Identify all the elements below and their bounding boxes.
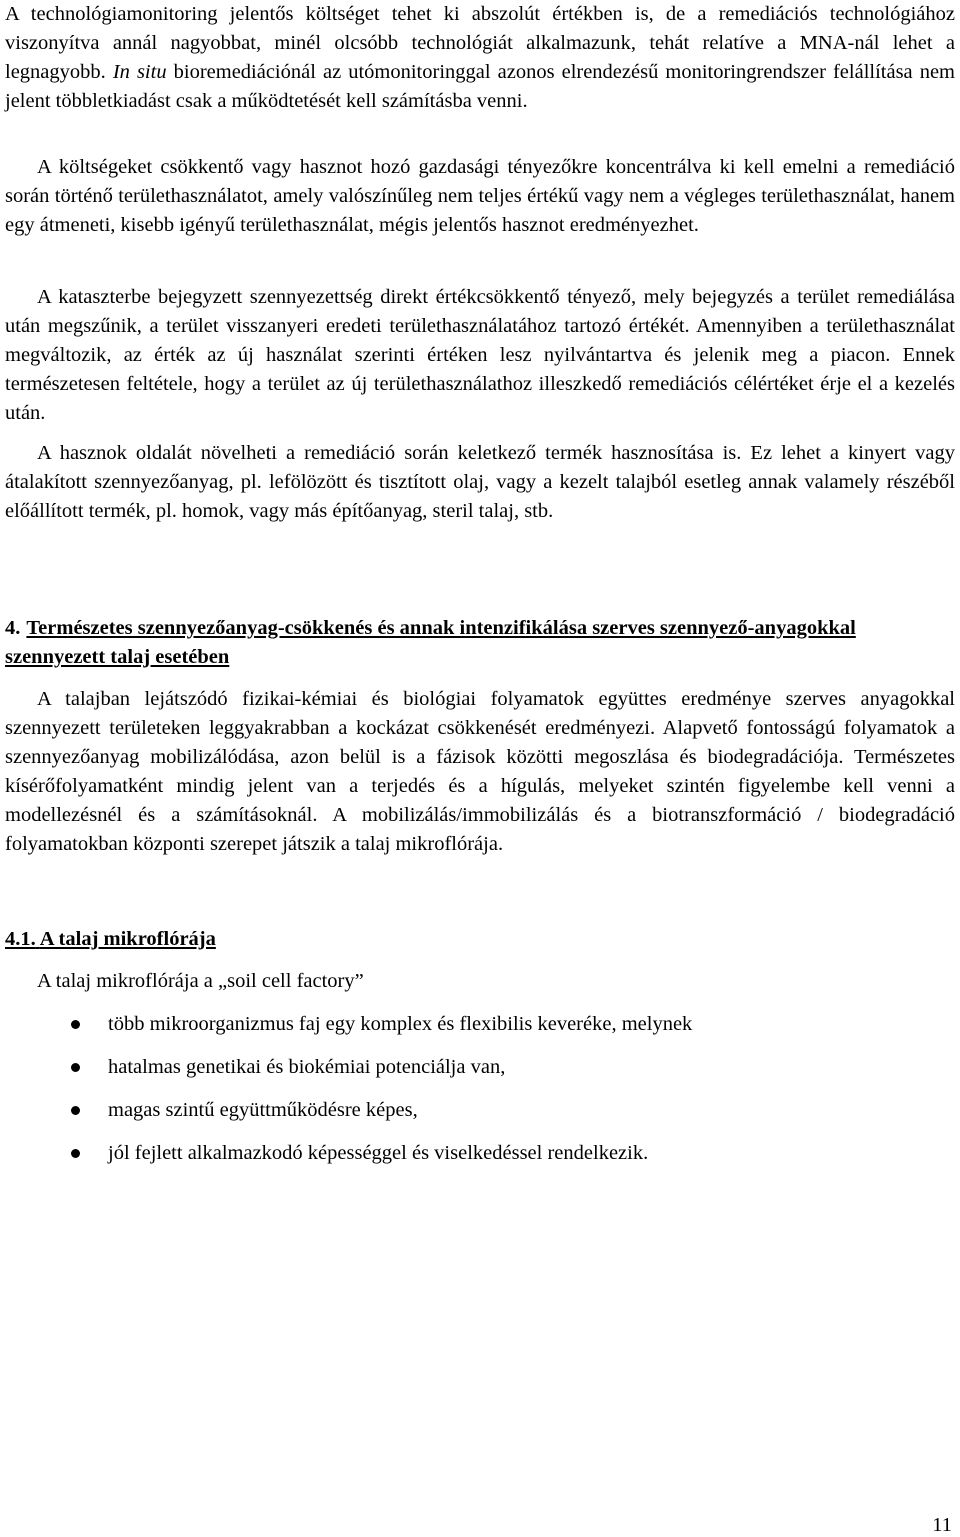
list-item-text: több mikroorganizmus faj egy komplex és flexibilis keveréke, melynek — [108, 1013, 693, 1035]
bullet-icon — [71, 1020, 80, 1029]
bullet-icon — [71, 1063, 80, 1072]
paragraph-text: bioremediációnál az utómonitoringgal azonos elrendezésű monitoringrendszer felállítása nem jelent többletkiadást csak a működtetését kell számításba venni. — [5, 61, 955, 112]
paragraph-natural-processes: A talajban lejátszódó fizikai-kémiai és biológiai folyamatok együttes eredménye szerves anyagokkal szennyezett területeken leggyakrabban a kockázat csökkenését eredményezi. Alapvető fontosságú folyamatok a szennyezőanyag mobilizálódása, azon belül is a fázisok közötti megoszlása és biodegradációja. Természetes kísérőfolyamatként mindig jelent van a terjedés és a hígulás, melyeket szintén figyelembe kell venni a modellezésnél és a számításoknál. A mobilizálás/immobilizálás és a biotranszformáció / biodegradáció folyamatokban központi szerepet játszik a talaj mikroflórája. — [5, 688, 955, 855]
bullet-list — [5, 1010, 955, 1182]
subsection-number: 4.1. — [5, 928, 36, 950]
list-item — [5, 1139, 955, 1182]
paragraph-cadastre: A kataszterbe bejegyzett szennyezettség direkt értékcsökkentő tényező, mely bejegyzés a terület remediálása után megszűnik, a terület visszanyeri eredeti területhasználatához tartozó értékét. Amennyiben a területhasználat megváltozik, az érték az új használat szerinti értéken lesz nyilvántartva és jelenik meg a piacon. Ennek természetesen feltétele, hogy a terület az új területhasználathoz illeszkedő remediációs célértéket érje el a kezelés után. — [5, 286, 955, 424]
list-item — [5, 1096, 955, 1139]
list-item-text: hatalmas genetikai és biokémiai potenciálja van, — [108, 1056, 506, 1078]
subsection-title: A talaj mikroflórája — [39, 928, 216, 950]
subsection-heading — [5, 925, 216, 954]
list-item-text: magas szintű együttműködésre képes, — [108, 1099, 418, 1121]
page-number: 11 — [932, 1514, 952, 1536]
bullet-icon — [71, 1149, 80, 1158]
list-item — [5, 1053, 955, 1096]
italic-term: In situ — [112, 61, 167, 83]
section-heading — [5, 614, 955, 672]
section-number: 4. — [5, 617, 21, 639]
paragraph-text: A technológiamonitoring jelentős költséget tehet ki abszolút értékben is, de a remediációs technológiához viszonyítva annál nagyobbat, minél olcsóbb technológiát alkalmazunk, tehát relatíve a MNA-nál lehet a legnagyobb. — [5, 3, 955, 83]
paragraph-land-use: A költségeket csökkentő vagy hasznot hozó gazdasági tényezőkre koncentrálva ki kell emelni a remediáció során történő területhasználatot, amely valószínűleg nem teljes értékű vagy nem a végleges területhasználat, hanem egy átmeneti, kisebb igényű területhasználat, mégis jelentős hasznot eredményezhet. — [5, 156, 955, 236]
list-item — [5, 1010, 955, 1053]
paragraph-monitoring-cost — [5, 0, 955, 116]
section-title: Természetes szennyezőanyag-csökkenés és annak intenzifikálása szerves szennyező-anyagokkal szennyezett talaj esetében — [5, 617, 856, 668]
paragraph-benefits: A hasznok oldalát növelheti a remediáció során keletkező termék hasznosítása is. Ez lehet a kinyert vagy átalakított szennyezőanyag, pl. lefölözött és tisztított olaj, vagy a kezelt talajból esetleg annak valamely részéből előállított termék, pl. homok, vagy más építőanyag, steril talaj, stb. — [5, 442, 955, 522]
bullet-icon — [71, 1106, 80, 1115]
list-item-text: jól fejlett alkalmazkodó képességgel és viselkedéssel rendelkezik. — [108, 1142, 649, 1164]
paragraph-soil-cell-factory: A talaj mikroflórája a „soil cell factory” — [37, 970, 364, 992]
